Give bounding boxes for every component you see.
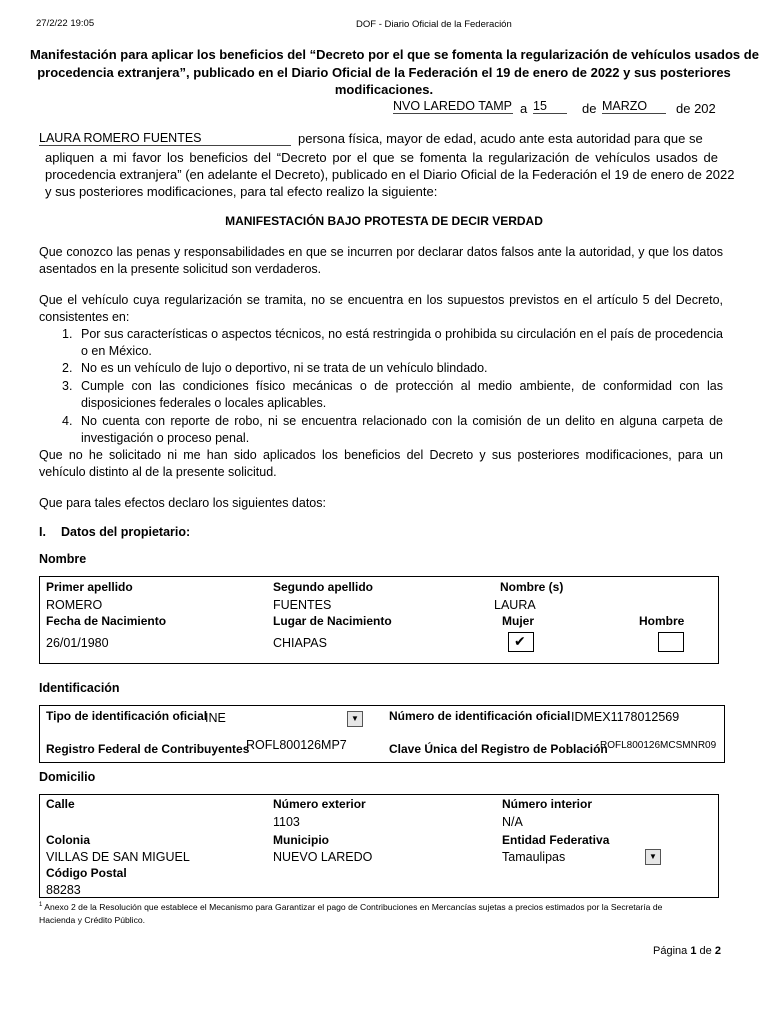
fecha-nacimiento-field[interactable]: 26/01/1980 bbox=[46, 636, 109, 650]
protest-heading: MANIFESTACIÓN BAJO PROTESTA DE DECIR VERDAD bbox=[225, 214, 543, 228]
list-item-number: 2. bbox=[62, 361, 73, 375]
intro-line-3: procedencia extranjera” (en adelante el Decreto), publicado en el Diario Oficial de la Federación el 19 de enero de 2022 bbox=[45, 167, 735, 182]
segundo-apellido-label: Segundo apellido bbox=[273, 580, 374, 594]
numero-exterior-label: Número exterior bbox=[273, 797, 366, 811]
numero-identificacion-label: Número de identificación oficial bbox=[389, 709, 571, 723]
municipio-label: Municipio bbox=[273, 833, 329, 847]
list-item-number: 1. bbox=[62, 327, 73, 341]
segundo-apellido-field[interactable]: FUENTES bbox=[273, 598, 332, 612]
footnote-marker: 1 bbox=[39, 902, 43, 908]
domicilio-box bbox=[39, 794, 719, 898]
lugar-nacimiento-label: Lugar de Nacimiento bbox=[273, 614, 392, 628]
footnote-line-2: Hacienda y Crédito Público. bbox=[39, 914, 146, 925]
list-item-text-cont: o en México. bbox=[81, 344, 152, 358]
mujer-checkbox[interactable] bbox=[508, 632, 534, 652]
intro-line-4: y sus posteriores modificaciones, para tal efecto realizo la siguiente: bbox=[45, 184, 438, 199]
rfc-label: Registro Federal de Contribuyentes bbox=[46, 742, 250, 756]
list-item-text: Por sus características o aspectos técnicos, no está restringida o prohibida su circulación en el país de procedencia bbox=[81, 327, 723, 341]
tipo-identificacion-select[interactable]: INE bbox=[205, 711, 226, 725]
numero-identificacion-field[interactable]: IDMEX1178012569 bbox=[571, 710, 680, 724]
nombres-field[interactable]: LAURA bbox=[494, 598, 536, 612]
codigo-postal-field[interactable]: 88283 bbox=[46, 883, 81, 897]
mujer-label: Mujer bbox=[502, 614, 535, 628]
title-line-1: Manifestación para aplicar los beneficios del “Decreto por el que se fomenta la regularización de vehículos usados de bbox=[30, 47, 759, 62]
list-item-text: No es un vehículo de lujo o deportivo, ni se trata de un vehículo blindado. bbox=[81, 361, 488, 375]
day-field[interactable]: 15 bbox=[533, 99, 567, 114]
check-icon: ✔ bbox=[514, 634, 526, 650]
list-item-text: No cuenta con reporte de robo, ni se encuentra relacionado con la comisión de un delito en alguna carpeta de bbox=[81, 414, 723, 428]
rfc-field[interactable]: ROFL800126MP7 bbox=[246, 738, 347, 752]
year-label: de 202 bbox=[676, 101, 716, 116]
footnote-line-1: Anexo 2 de la Resolución que establece el Mecanismo para Garantizar el pago de Contribuciones en Mercancías sujetas a precios estimados por la Secretaría de bbox=[44, 901, 663, 912]
codigo-postal-label: Código Postal bbox=[46, 866, 127, 880]
hombre-label: Hombre bbox=[639, 614, 685, 628]
page-label: Página bbox=[653, 945, 688, 957]
curp-field[interactable]: ROFL800126MCSMNR09 bbox=[600, 740, 717, 751]
page-current: 1 bbox=[690, 945, 697, 957]
numero-interior-field[interactable]: N/A bbox=[502, 815, 523, 829]
numero-exterior-field[interactable]: 1103 bbox=[273, 815, 300, 829]
curp-label: Clave Única del Registro de Población bbox=[389, 742, 608, 756]
list-item-text-cont: investigación o proceso penal. bbox=[81, 431, 250, 445]
paragraph-not-applied: Que no he solicitado ni me han sido aplicados los beneficios del Decreto y sus posteriores modificaciones, para un vehículo distinto al de la presente solicitud. bbox=[39, 448, 723, 479]
title-line-3: modificaciones. bbox=[334, 82, 434, 97]
municipio-field[interactable]: NUEVO LAREDO bbox=[273, 850, 373, 864]
nombres-label: Nombre (s) bbox=[500, 580, 564, 594]
date-de-word: de bbox=[582, 101, 597, 116]
nombre-heading: Nombre bbox=[39, 552, 87, 566]
colonia-label: Colonia bbox=[46, 833, 90, 847]
lugar-nacimiento-field[interactable]: CHIAPAS bbox=[273, 636, 327, 650]
declarant-name-field[interactable]: LAURA ROMERO FUENTES bbox=[39, 131, 291, 146]
print-source: DOF - Diario Oficial de la Federación bbox=[356, 19, 512, 30]
tipo-identificacion-label: Tipo de identificación oficial bbox=[46, 709, 208, 723]
calle-label: Calle bbox=[46, 797, 75, 811]
paragraph-penalties: Que conozco las penas y responsabilidades en que se incurren por declarar datos falsos ante la autoridad, y que los datos asentados en la presente solicitud son verdaderos. bbox=[39, 245, 723, 276]
month-field[interactable]: MARZO bbox=[602, 99, 666, 114]
entidad-dropdown-icon[interactable]: ▼ bbox=[645, 849, 661, 865]
intro-line-2: apliquen a mi favor los beneficios del “Decreto por el que se fomenta la regularización de vehículos usados de bbox=[45, 150, 718, 165]
tipo-dropdown-icon[interactable]: ▼ bbox=[347, 711, 363, 727]
primer-apellido-label: Primer apellido bbox=[46, 580, 133, 594]
entidad-select[interactable]: Tamaulipas bbox=[502, 850, 566, 864]
paragraph-declare: Que para tales efectos declaro los siguientes datos: bbox=[39, 496, 326, 510]
list-item-number: 3. bbox=[62, 379, 73, 393]
footnote bbox=[39, 899, 725, 927]
print-timestamp: 27/2/22 19:05 bbox=[36, 18, 95, 29]
list-item-text: Cumple con las condiciones físico mecánicas o de protección al medio ambiente, de conformidad con las bbox=[81, 379, 723, 393]
paragraph-vehicle: Que el vehículo cuya regularización se tramita, no se encuentra en los supuestos previstos en el artículo 5 del Decreto, consistentes en: bbox=[39, 293, 723, 324]
place-a-word: a bbox=[520, 101, 528, 116]
title-line-2: procedencia extranjera”, publicado en el Diario Oficial de la Federación el 19 de enero de 2022 y sus posteriores bbox=[37, 65, 731, 80]
place-field[interactable]: NVO LAREDO TAMP bbox=[393, 99, 513, 113]
page-total: 2 bbox=[714, 945, 721, 957]
page-of: de bbox=[699, 945, 712, 957]
colonia-field[interactable]: VILLAS DE SAN MIGUEL bbox=[46, 850, 190, 864]
page-number bbox=[653, 945, 721, 957]
entidad-label: Entidad Federativa bbox=[502, 833, 610, 847]
section-title: Datos del propietario: bbox=[61, 525, 191, 539]
primer-apellido-field[interactable]: ROMERO bbox=[46, 598, 103, 612]
list-item-text-cont: disposiciones federales o locales aplicables. bbox=[81, 396, 327, 410]
identificacion-heading: Identificación bbox=[39, 681, 120, 695]
fecha-nacimiento-label: Fecha de Nacimiento bbox=[46, 614, 167, 628]
list-item-number: 4. bbox=[62, 414, 73, 428]
hombre-checkbox[interactable] bbox=[658, 632, 684, 652]
domicilio-heading: Domicilio bbox=[39, 770, 96, 784]
numero-interior-label: Número interior bbox=[502, 797, 593, 811]
section-number: I. bbox=[39, 525, 46, 539]
intro-line-1: persona física, mayor de edad, acudo ante esta autoridad para que se bbox=[298, 131, 703, 146]
